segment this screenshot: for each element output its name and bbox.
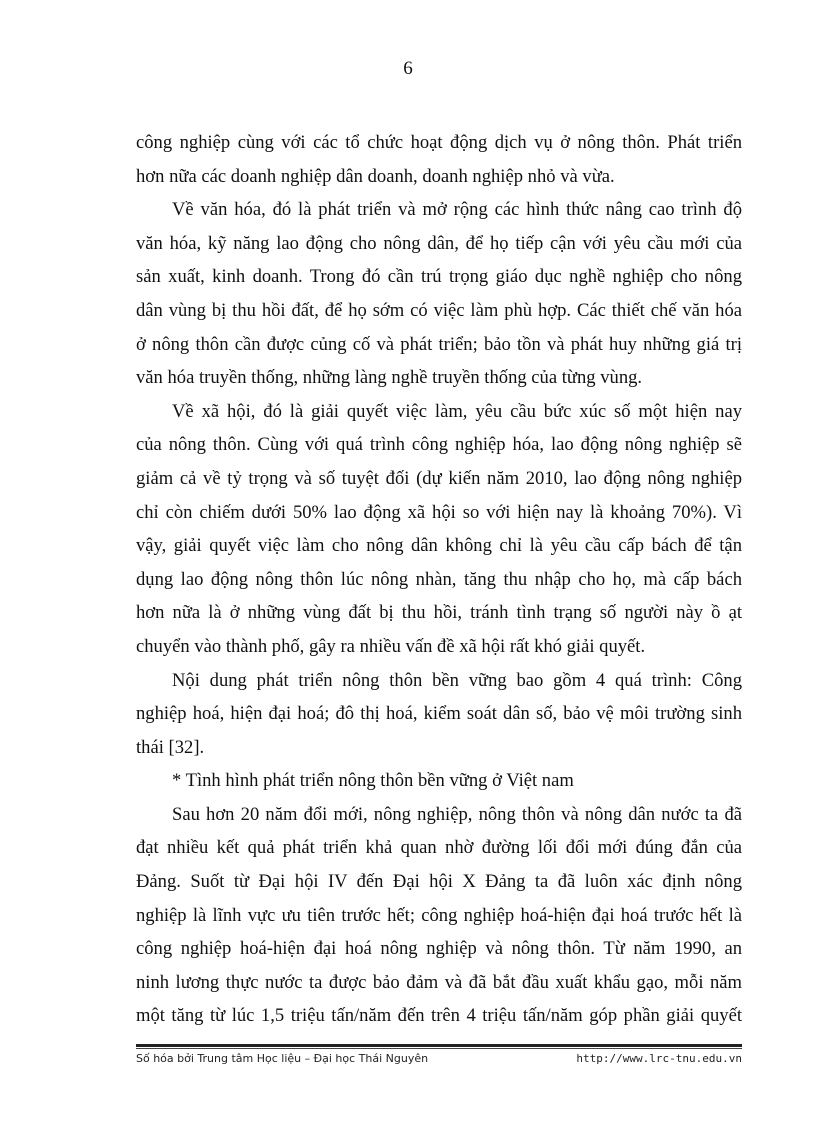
- page-number: 6: [403, 58, 413, 79]
- text-line: một tăng từ lúc 1,5 triệu tấn/năm đến trên 4 triệu tấn/năm góp phần giải quyết: [136, 1005, 742, 1027]
- text-line: Sau hơn 20 năm đổi mới, nông nghiệp, nông thôn và nông dân nước ta đã: [172, 803, 742, 825]
- text-line: công nghiệp cùng với các tổ chức hoạt động dịch vụ ở nông thôn. Phát triển: [136, 132, 742, 153]
- text-line: Đảng. Suốt từ Đại hội IV đến Đại hội X Đảng ta đã luôn xác định nông: [136, 871, 742, 893]
- text-line: chuyển vào thành phố, gây ra nhiều vấn đề xã hội rất khó giải quyết.: [136, 635, 646, 657]
- text-line: hơn nữa các doanh nghiệp dân doanh, doanh nghiệp nhỏ và vừa.: [136, 165, 615, 187]
- text-line: hơn nữa là ở những vùng đất bị thu hồi, tránh tình trạng số người này ồ ạt: [136, 602, 742, 624]
- text-line: ninh lương thực nước ta được bảo đảm và đã bắt đầu xuất khẩu gạo, mỗi năm: [136, 971, 742, 993]
- text-line: của nông thôn. Cùng với quá trình công nghiệp hóa, lao động nông nghiệp sẽ: [136, 434, 742, 456]
- text-line: giảm cả về tỷ trọng và số tuyệt đối (dự kiến năm 2010, lao động nông nghiệp: [136, 467, 742, 489]
- text-line: nghiệp là lĩnh vực ưu tiên trước hết; công nghiệp hoá-hiện đại hoá trước hết là: [136, 904, 742, 926]
- text-line: sản xuất, kinh doanh. Trong đó cần trú trọng giáo dục nghề nghiệp cho nông: [136, 266, 742, 288]
- footer-rule-thin: [136, 1048, 742, 1049]
- text-line: thái [32].: [136, 736, 205, 758]
- text-line: Về văn hóa, đó là phát triển và mở rộng các hình thức nâng cao trình độ: [172, 199, 742, 221]
- footer-url: http://www.lrc-tnu.edu.vn: [576, 1052, 742, 1065]
- text-line: dụng lao động nông thôn lúc nông nhàn, tăng thu nhập cho họ, mà cấp bách: [136, 568, 742, 590]
- text-line: nghiệp hoá, hiện đại hoá; đô thị hoá, kiểm soát dân số, bảo vệ môi trường sinh: [136, 703, 742, 725]
- text-line: công nghiệp hoá-hiện đại hoá nông nghiệp và nông thôn. Từ năm 1990, an: [136, 938, 742, 960]
- footer-rule: [136, 1044, 742, 1047]
- body-text: [136, 126, 742, 1033]
- text-line: ở nông thôn cần được củng cố và phát triển; bảo tồn và phát huy những giá trị: [136, 333, 742, 355]
- footer-credit: Số hóa bởi Trung tâm Học liệu – Đại học Thái Nguyên: [136, 1052, 429, 1065]
- text-line: đạt nhiều kết quả phát triển khả quan nhờ đường lối đổi mới đúng đắn của: [136, 837, 742, 859]
- text-line: văn hóa truyền thống, những làng nghề truyền thống của từng vùng.: [136, 367, 643, 389]
- text-line: văn hóa, kỹ năng lao động cho nông dân, để họ tiếp cận với yêu cầu mới của: [136, 232, 742, 254]
- text-line: Về xã hội, đó là giải quyết việc làm, yêu cầu bức xúc số một hiện nay: [172, 400, 742, 422]
- text-line: vậy, giải quyết việc làm cho nông dân không chỉ là yêu cầu cấp bách để tận: [136, 535, 742, 557]
- text-line: dân vùng bị thu hồi đất, để họ sớm có việc làm phù hợp. Các thiết chế văn hóa: [136, 299, 742, 321]
- text-line: chỉ còn chiếm dưới 50% lao động xã hội so với hiện nay là khoảng 70%). Vì: [136, 501, 742, 523]
- section-heading: * Tình hình phát triển nông thôn bền vững ở Việt nam: [172, 770, 574, 792]
- text-line: Nội dung phát triển nông thôn bền vững bao gồm 4 quá trình: Công: [172, 669, 742, 691]
